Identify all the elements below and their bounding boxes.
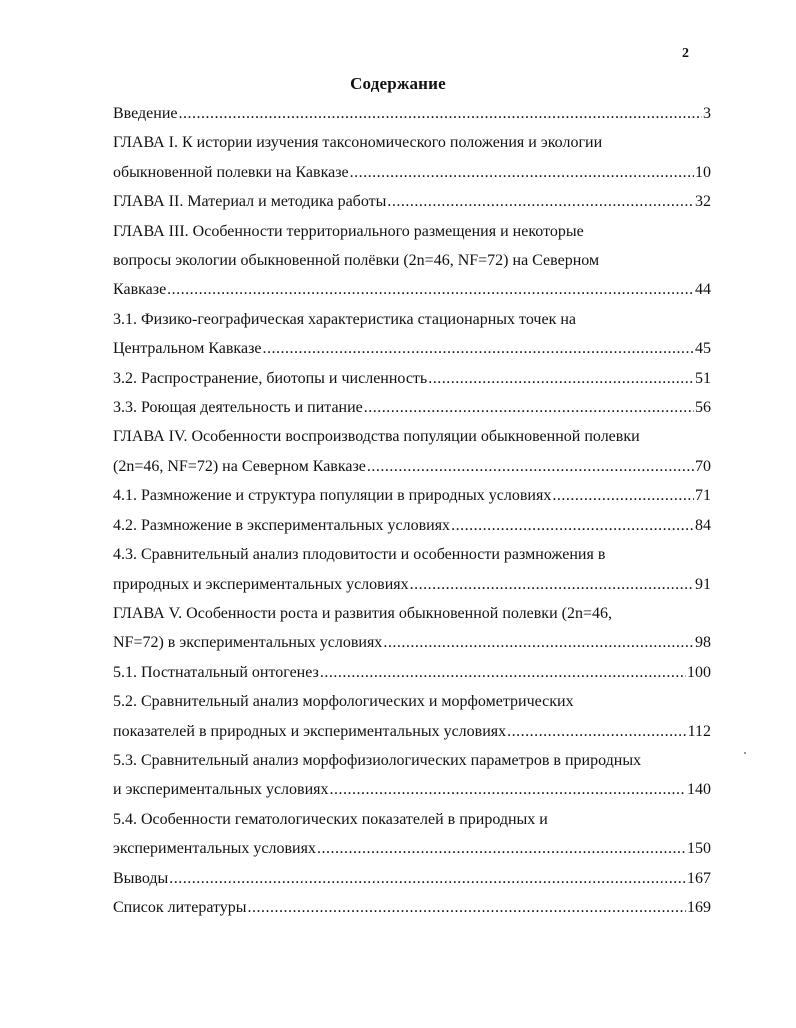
toc-entry-line xyxy=(113,570,711,599)
dot-leader xyxy=(410,570,694,599)
dot-leader xyxy=(387,187,694,216)
toc-entry-line xyxy=(113,128,711,157)
dot-leader xyxy=(317,834,686,863)
toc-page-number: 71 xyxy=(695,487,711,505)
toc-page-number: 100 xyxy=(687,663,711,681)
dot-leader xyxy=(169,864,686,893)
toc-entry-line xyxy=(113,246,711,275)
toc-entry xyxy=(113,599,711,658)
toc-entry-text: ГЛАВА III. Особенности территориального размещения и некоторые xyxy=(113,222,584,240)
dot-leader xyxy=(167,275,694,304)
toc-entry-text: 3.3. Роющая деятельность и питание xyxy=(113,399,363,417)
toc-entry-line xyxy=(113,599,711,628)
toc-entry-line xyxy=(113,217,711,246)
toc-entry-text: ГЛАВА I. К истории изучения таксономического положения и экологии xyxy=(113,134,603,152)
toc-entry-text: 3.1. Физико-географическая характеристика стационарных точек на xyxy=(113,310,577,328)
toc-entry-line xyxy=(113,540,711,569)
toc-entry-line xyxy=(113,422,711,451)
toc-entry-line xyxy=(113,187,711,216)
toc-entry-line xyxy=(113,334,711,363)
toc-entry-text: Список литературы xyxy=(113,898,247,916)
toc-entry-line xyxy=(113,658,711,687)
toc-entry xyxy=(113,393,711,422)
toc-page-number: 140 xyxy=(687,781,711,799)
toc-entry-text: ГЛАВА IV. Особенности воспроизводства популяции обыкновенной полевки xyxy=(113,428,640,446)
toc-page-number: 10 xyxy=(695,163,711,181)
toc-entry-line xyxy=(113,717,711,746)
dot-leader xyxy=(262,334,694,363)
dot-leader xyxy=(364,393,694,422)
toc-entry-line xyxy=(113,511,711,540)
toc-page-number: 44 xyxy=(695,281,711,299)
toc-entry-text: (2n=46, NF=72) на Северном Кавказе xyxy=(113,457,366,475)
toc-page-number: 150 xyxy=(687,840,711,858)
toc-entry-line xyxy=(113,393,711,422)
dot-leader xyxy=(383,628,694,657)
toc-entry-text: 3.2. Распространение, биотопы и численность xyxy=(113,369,428,387)
toc-entry-text: Введение xyxy=(113,105,178,122)
toc-entry-text: 4.2. Размножение в экспериментальных условиях xyxy=(113,516,451,534)
toc-entry-text: Выводы xyxy=(113,869,169,887)
toc-entry-text: NF=72) в экспериментальных условиях xyxy=(113,634,383,652)
toc-entry-text: показателей в природных и экспериментальных условиях xyxy=(113,722,507,740)
toc-page-number: 56 xyxy=(695,399,711,417)
toc-page-number: 70 xyxy=(695,457,711,475)
toc-entry-line xyxy=(113,864,711,893)
dot-leader xyxy=(507,717,686,746)
toc-entry-text: 5.1. Постнатальный онтогенез xyxy=(113,663,319,681)
toc-entry xyxy=(113,187,711,216)
toc-page-number: 169 xyxy=(687,898,711,916)
toc-entry xyxy=(113,864,711,893)
toc-entry-line xyxy=(113,746,711,775)
toc-entry xyxy=(113,364,711,393)
toc-entry xyxy=(113,746,711,805)
toc-entry-text: 4.1. Размножение и структура популяции в природных условиях xyxy=(113,487,552,505)
toc-entry-line xyxy=(113,158,711,187)
toc-entry xyxy=(113,99,711,128)
toc-entry xyxy=(113,540,711,599)
toc-entry-text: ГЛАВА II. Материал и методика работы xyxy=(113,193,387,211)
toc-title: Содержание xyxy=(350,74,446,93)
toc-page-number: 91 xyxy=(695,575,711,593)
scan-speck xyxy=(744,752,746,754)
toc-entry xyxy=(113,511,711,540)
toc-page-number: 51 xyxy=(695,369,711,387)
toc-entry-line xyxy=(113,364,711,393)
dot-leader xyxy=(320,658,686,687)
toc-entry xyxy=(113,658,711,687)
toc-page-number: 3 xyxy=(703,105,711,122)
toc-entry-line xyxy=(113,893,711,922)
toc-entry xyxy=(113,217,711,305)
toc-entry-text: Центральном Кавказе xyxy=(113,340,262,358)
toc-page-number: 84 xyxy=(695,516,711,534)
toc-entry xyxy=(113,305,711,364)
dot-leader xyxy=(367,452,694,481)
toc-entry-text: вопросы экологии обыкновенной полёвки (2n=46, NF=72) на Северном xyxy=(113,252,600,270)
toc-entry-line xyxy=(113,481,711,510)
dot-leader xyxy=(451,511,694,540)
toc-entry-text: и экспериментальных условиях xyxy=(113,781,329,799)
toc-entry-text: 5.3. Сравнительный анализ морфофизиологических параметров в природных xyxy=(113,751,642,769)
toc-entry-line xyxy=(113,305,711,334)
dot-leader xyxy=(552,481,694,510)
toc-entry xyxy=(113,481,711,510)
toc-entry-line xyxy=(113,99,711,128)
toc-entry xyxy=(113,893,711,922)
toc-entry-text: Кавказе xyxy=(113,281,167,299)
toc-page-number: 112 xyxy=(687,722,711,740)
toc-entry xyxy=(113,687,711,746)
dot-leader xyxy=(350,158,694,187)
toc-entry-line xyxy=(113,687,711,716)
toc-entry-line xyxy=(113,628,711,657)
dot-leader xyxy=(179,99,703,128)
toc-entry xyxy=(113,805,711,864)
toc-entry-text: природных и экспериментальных условиях xyxy=(113,575,409,593)
toc-entry-text: экспериментальных условиях xyxy=(113,840,316,858)
dot-leader xyxy=(428,364,694,393)
toc-entry-line xyxy=(113,775,711,804)
table-of-contents xyxy=(113,99,711,922)
toc-entry-text: обыкновенной полевки на Кавказе xyxy=(113,163,349,181)
toc-entry-line xyxy=(113,452,711,481)
toc-entry-line xyxy=(113,834,711,863)
toc-entry-text: ГЛАВА V. Особенности роста и развития обыкновенной полевки (2n=46, xyxy=(113,604,612,622)
page-number: 2 xyxy=(682,46,689,61)
dot-leader xyxy=(330,775,686,804)
toc-entry xyxy=(113,128,711,187)
toc-entry-line xyxy=(113,275,711,304)
toc-page-number: 167 xyxy=(687,869,711,887)
toc-page-number: 45 xyxy=(695,340,711,358)
toc-page-number: 32 xyxy=(695,193,711,211)
toc-entry xyxy=(113,422,711,481)
toc-entry-text: 4.3. Сравнительный анализ плодовитости и особенности размножения в xyxy=(113,546,606,564)
toc-entry-text: 5.2. Сравнительный анализ морфологических и морфометрических xyxy=(113,693,574,711)
dot-leader xyxy=(248,893,686,922)
toc-page-number: 98 xyxy=(695,634,711,652)
toc-entry-line xyxy=(113,805,711,834)
toc-entry-text: 5.4. Особенности гематологических показателей в природных и xyxy=(113,810,548,828)
